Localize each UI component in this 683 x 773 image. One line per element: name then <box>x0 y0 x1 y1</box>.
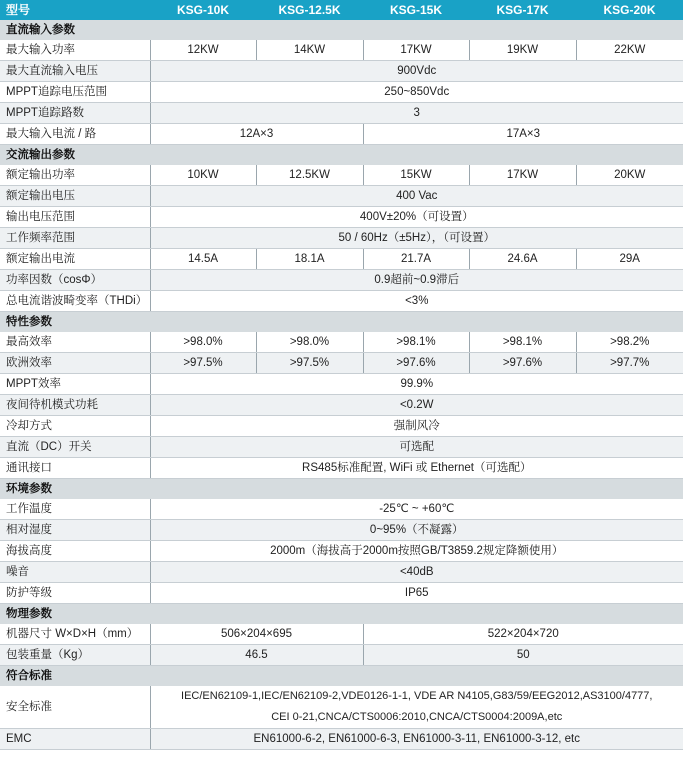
header-ksg-15k: KSG-15K <box>363 0 469 20</box>
row-label: 欧洲效率 <box>0 353 150 374</box>
cell: 506×204×695 <box>150 624 363 645</box>
table-row <box>0 729 683 750</box>
row-label: 最大输入电流 / 路 <box>0 124 150 145</box>
cell: 12A×3 <box>150 124 363 145</box>
cell: 10KW <box>150 165 256 186</box>
table-row <box>0 249 683 270</box>
section-dc-input: 直流输入参数 <box>0 20 683 40</box>
cell: 2000m（海拔高于2000m按照GB/T3859.2规定降额使用） <box>150 541 683 562</box>
cell: 0~95%（不凝露） <box>150 520 683 541</box>
section-standards: 符合标准 <box>0 666 683 687</box>
table-row <box>0 437 683 458</box>
cell: 0.9超前~0.9滞后 <box>150 270 683 291</box>
table-row <box>0 61 683 82</box>
table-row <box>0 395 683 416</box>
row-label: 通讯接口 <box>0 458 150 479</box>
section-physical: 物理参数 <box>0 604 683 625</box>
row-label: 夜间待机模式功耗 <box>0 395 150 416</box>
table-row <box>0 82 683 103</box>
table-row <box>0 124 683 145</box>
row-label: MPPT追踪路数 <box>0 103 150 124</box>
cell: 12.5KW <box>256 165 363 186</box>
row-label: MPPT效率 <box>0 374 150 395</box>
table-row <box>0 40 683 61</box>
table-row <box>0 353 683 374</box>
cell: 250~850Vdc <box>150 82 683 103</box>
row-label: MPPT追踪电压范围 <box>0 82 150 103</box>
cell: <3% <box>150 291 683 312</box>
cell: IP65 <box>150 583 683 604</box>
row-label: 最大输入功率 <box>0 40 150 61</box>
cell: >98.1% <box>363 332 469 353</box>
cell: 20KW <box>576 165 683 186</box>
cell: 99.9% <box>150 374 683 395</box>
table-row <box>0 291 683 312</box>
row-label: 工作频率范围 <box>0 228 150 249</box>
row-label: 额定输出电压 <box>0 186 150 207</box>
row-label: 直流（DC）开关 <box>0 437 150 458</box>
header-ksg-10k: KSG-10K <box>150 0 256 20</box>
table-row <box>0 270 683 291</box>
table-row <box>0 583 683 604</box>
cell: <40dB <box>150 562 683 583</box>
table-row <box>0 645 683 666</box>
table-row <box>0 416 683 437</box>
cell: 22KW <box>576 40 683 61</box>
row-label: 机器尺寸 W×D×H（mm） <box>0 624 150 645</box>
row-label: 冷却方式 <box>0 416 150 437</box>
row-label: 防护等级 <box>0 583 150 604</box>
row-label: 包装重量（Kg） <box>0 645 150 666</box>
cell: 900Vdc <box>150 61 683 82</box>
cell: 3 <box>150 103 683 124</box>
cell: 12KW <box>150 40 256 61</box>
safety-line-1: IEC/EN62109-1,IEC/EN62109-2,VDE0126-1-1, VDE AR N4105,G83/59/EEG2012,AS3100/4777, <box>181 690 653 702</box>
row-label: 安全标准 <box>0 686 150 729</box>
header-ksg-12-5k: KSG-12.5K <box>256 0 363 20</box>
table-row <box>0 520 683 541</box>
cell: >97.5% <box>256 353 363 374</box>
table-row <box>0 624 683 645</box>
row-label: 功率因数（cosΦ） <box>0 270 150 291</box>
row-label: 最大直流输入电压 <box>0 61 150 82</box>
cell: 可选配 <box>150 437 683 458</box>
cell: >97.5% <box>150 353 256 374</box>
table-row <box>0 228 683 249</box>
row-label: EMC <box>0 729 150 750</box>
cell: >98.1% <box>469 332 576 353</box>
table-row <box>0 562 683 583</box>
cell: 17A×3 <box>363 124 683 145</box>
cell: 50 / 60Hz（±5Hz），（可设置） <box>150 228 683 249</box>
row-label: 额定输出功率 <box>0 165 150 186</box>
section-ac-output: 交流输出参数 <box>0 145 683 166</box>
cell: >97.7% <box>576 353 683 374</box>
table-row <box>0 207 683 228</box>
row-label: 总电流谐波畸变率（THDi） <box>0 291 150 312</box>
section-characteristics: 特性参数 <box>0 312 683 333</box>
section-environment: 环境参数 <box>0 479 683 500</box>
table-row <box>0 165 683 186</box>
row-label: 输出电压范围 <box>0 207 150 228</box>
row-label: 相对湿度 <box>0 520 150 541</box>
cell: 522×204×720 <box>363 624 683 645</box>
cell: >98.2% <box>576 332 683 353</box>
row-label: 噪音 <box>0 562 150 583</box>
cell: 400 Vac <box>150 186 683 207</box>
table-row <box>0 103 683 124</box>
header-model: 型号 <box>0 0 150 20</box>
row-label: 工作温度 <box>0 499 150 520</box>
cell: 21.7A <box>363 249 469 270</box>
table-row <box>0 541 683 562</box>
cell: RS485标准配置, WiFi 或 Ethernet（可选配） <box>150 458 683 479</box>
cell <box>150 686 683 729</box>
cell: -25℃ ~ +60℃ <box>150 499 683 520</box>
table-row <box>0 332 683 353</box>
table-row <box>0 186 683 207</box>
cell: 400V±20%（可设置） <box>150 207 683 228</box>
cell: 46.5 <box>150 645 363 666</box>
row-label: 最高效率 <box>0 332 150 353</box>
cell: 19KW <box>469 40 576 61</box>
row-label: 海拔高度 <box>0 541 150 562</box>
table-row <box>0 686 683 729</box>
safety-line-2: CEI 0-21,CNCA/CTS0006:2010,CNCA/CTS0004:2009A,etc <box>271 711 563 723</box>
cell: 14KW <box>256 40 363 61</box>
cell: <0.2W <box>150 395 683 416</box>
cell: >98.0% <box>150 332 256 353</box>
header-ksg-17k: KSG-17K <box>469 0 576 20</box>
cell: 15KW <box>363 165 469 186</box>
row-label: 额定输出电流 <box>0 249 150 270</box>
cell: 强制风冷 <box>150 416 683 437</box>
header-row <box>0 0 683 20</box>
cell: >98.0% <box>256 332 363 353</box>
cell: >97.6% <box>363 353 469 374</box>
cell: 14.5A <box>150 249 256 270</box>
table-row <box>0 499 683 520</box>
table-row <box>0 458 683 479</box>
cell: 50 <box>363 645 683 666</box>
cell: 17KW <box>469 165 576 186</box>
cell: 29A <box>576 249 683 270</box>
cell: EN61000-6-2, EN61000-6-3, EN61000-3-11, EN61000-3-12, etc <box>150 729 683 750</box>
header-ksg-20k: KSG-20K <box>576 0 683 20</box>
cell: 17KW <box>363 40 469 61</box>
cell: 24.6A <box>469 249 576 270</box>
table-row <box>0 374 683 395</box>
cell: >97.6% <box>469 353 576 374</box>
cell: 18.1A <box>256 249 363 270</box>
